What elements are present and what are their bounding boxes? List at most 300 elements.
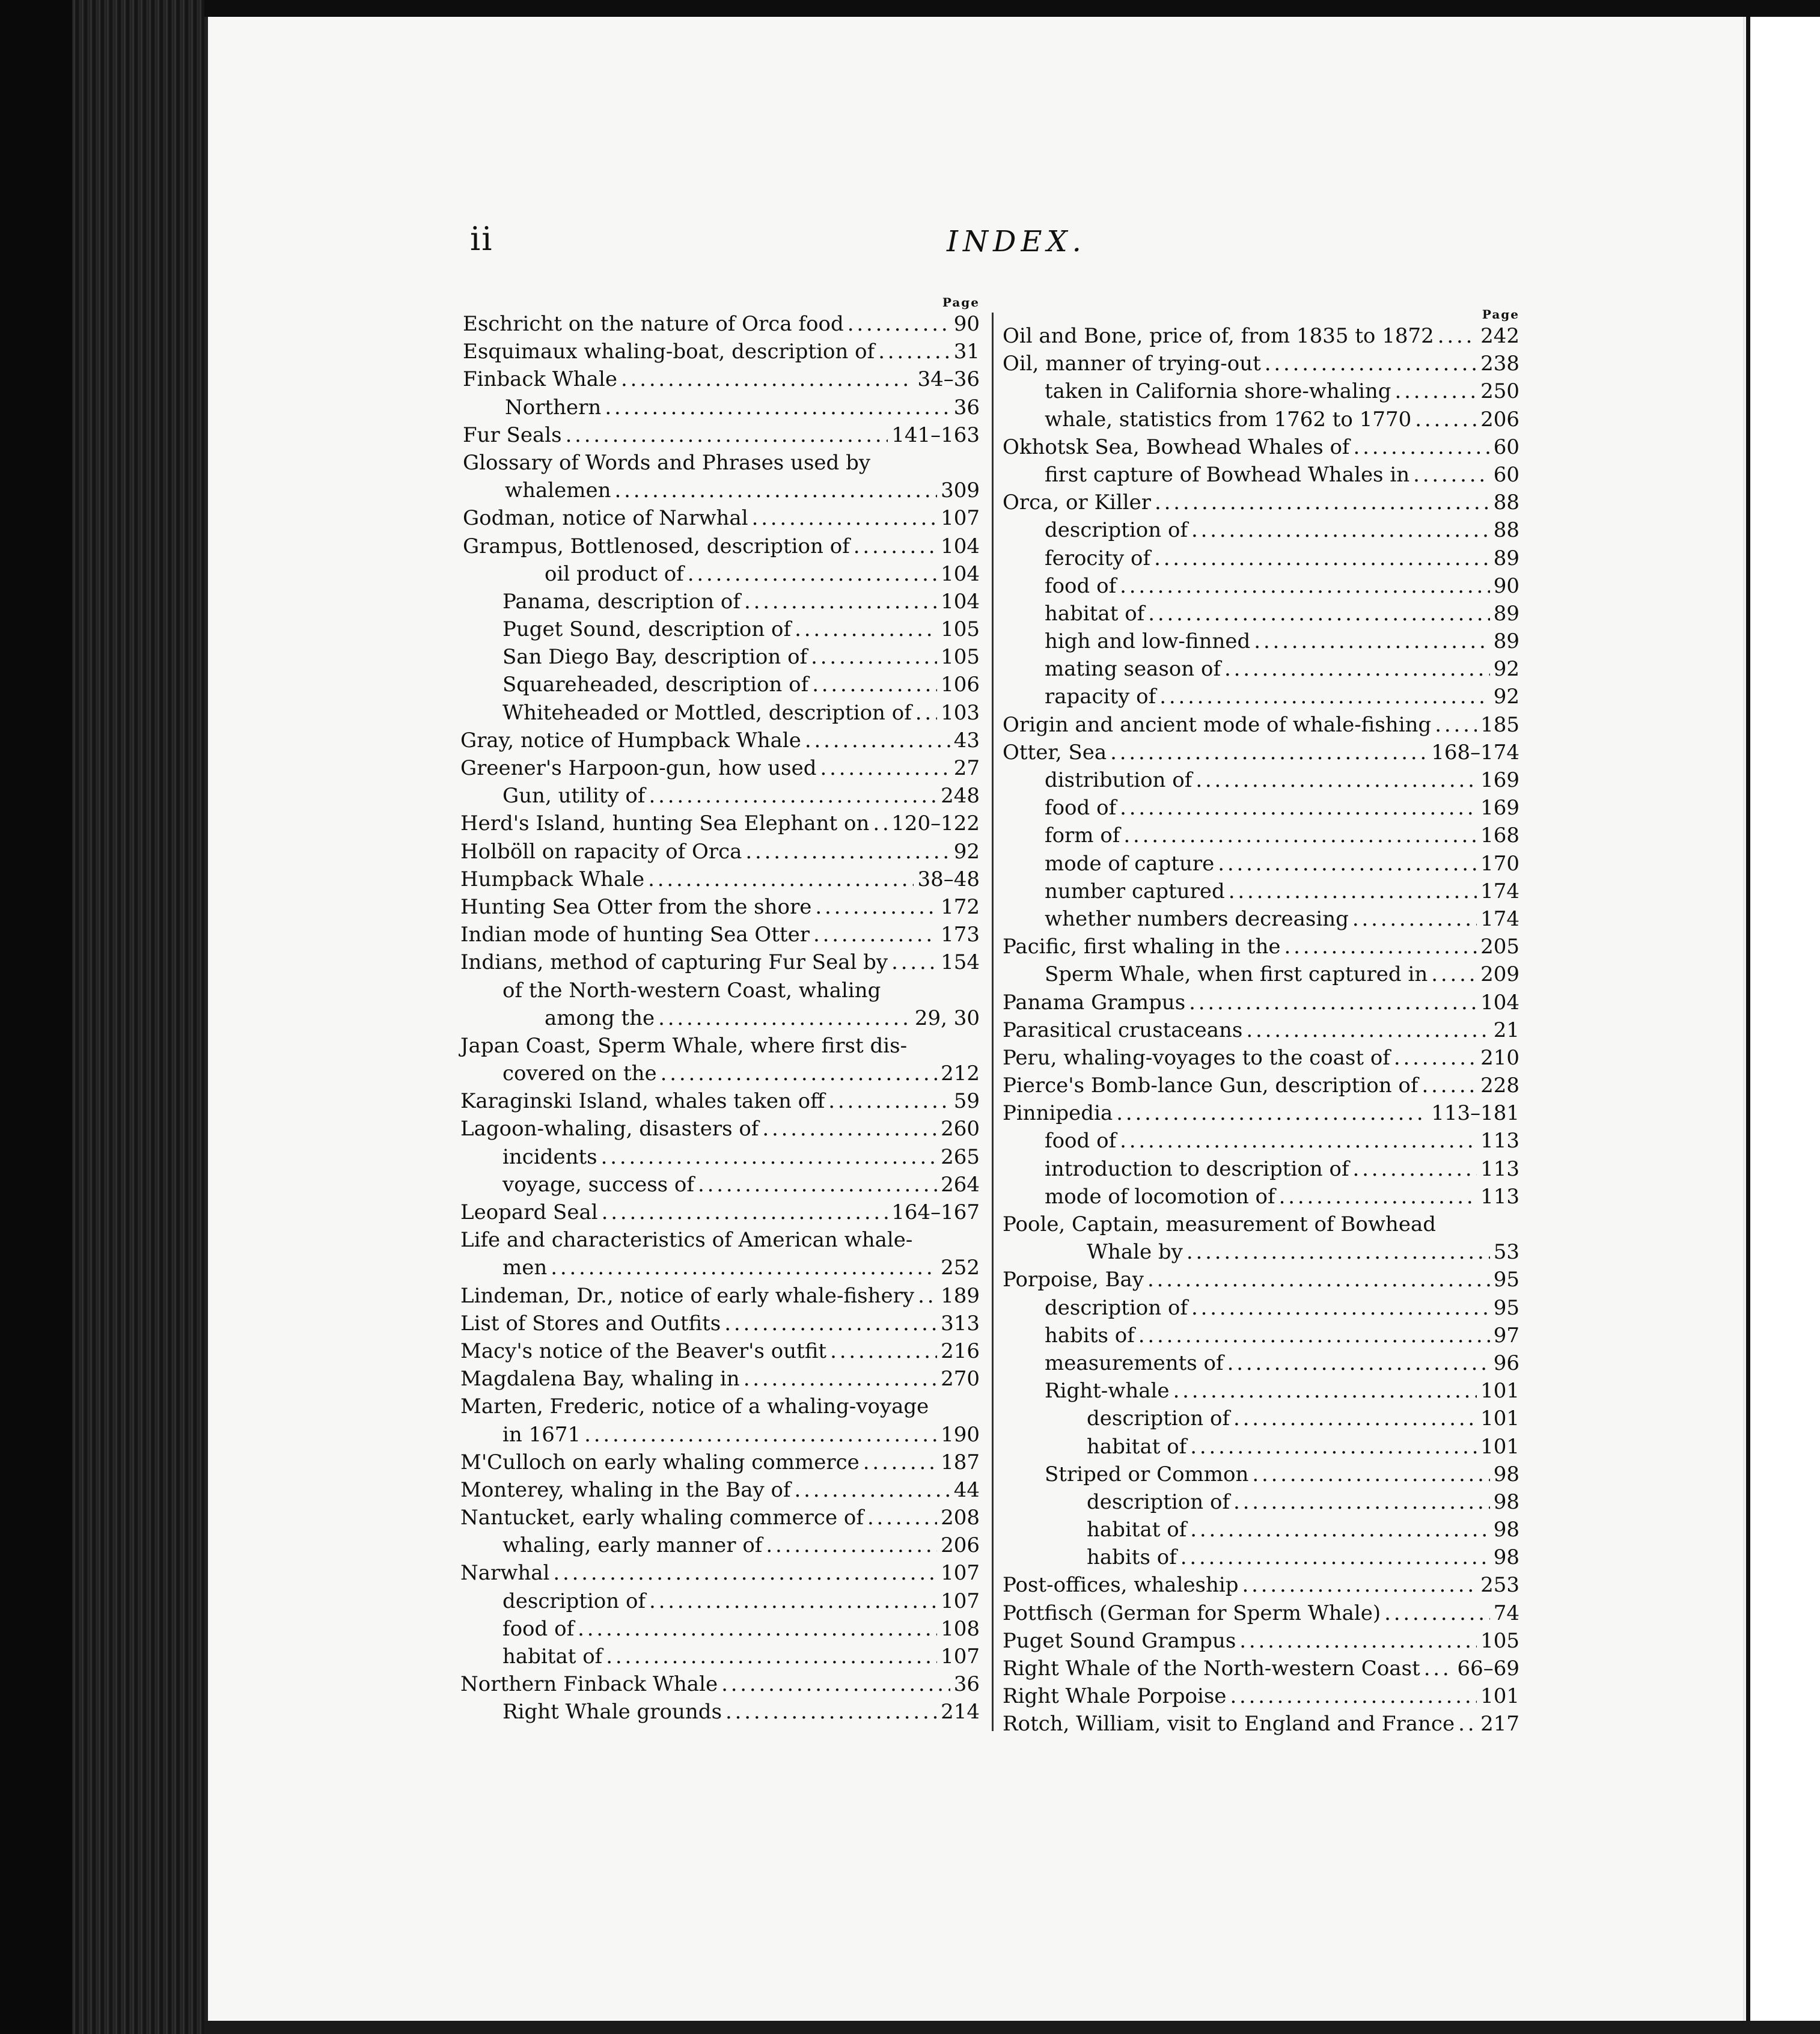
index-entry-page: 170	[1480, 851, 1519, 876]
index-entry	[1003, 1016, 1519, 1044]
leader-dots	[553, 1559, 937, 1587]
index-entry	[463, 338, 980, 365]
leader-dots	[1191, 516, 1490, 544]
index-entry-text: among the	[545, 1006, 655, 1030]
leader-dots	[811, 643, 937, 671]
leader-dots	[847, 310, 950, 338]
page-gutter-rule	[1746, 17, 1750, 2021]
index-entry	[460, 1698, 980, 1726]
index-entry	[460, 1643, 980, 1670]
index-entry-page: 60	[1493, 462, 1519, 487]
leader-dots	[602, 1199, 888, 1226]
index-entry	[1003, 489, 1519, 516]
index-entry-text: mode of capture	[1045, 851, 1215, 876]
index-entry	[1003, 1682, 1519, 1710]
index-entry	[460, 727, 980, 754]
leader-dots	[1352, 905, 1477, 933]
index-entry	[1003, 850, 1519, 878]
leader-dots	[752, 504, 938, 532]
leader-dots	[1173, 1377, 1477, 1405]
index-entry-page: 172	[941, 894, 980, 919]
index-entry-page: 53	[1493, 1240, 1519, 1265]
index-entry-text: Rotch, William, visit to England and France	[1003, 1712, 1455, 1736]
index-entry-text: Finback Whale	[463, 367, 617, 392]
leader-dots	[918, 1282, 937, 1310]
index-entry	[1003, 960, 1519, 988]
index-entry-text: incidents	[502, 1144, 597, 1169]
index-entry-text: Panama Grampus	[1003, 990, 1186, 1015]
index-entry	[460, 1670, 980, 1698]
index-entry-page: 90	[1493, 573, 1519, 598]
index-entry-text: Porpoise, Bay	[1003, 1268, 1144, 1292]
index-entry-text: habitat of	[1087, 1518, 1187, 1542]
index-entry-page: 89	[1493, 601, 1519, 626]
leader-dots	[1435, 711, 1477, 739]
leader-dots	[1233, 1488, 1490, 1516]
index-entry	[460, 810, 980, 837]
leader-dots	[648, 866, 914, 893]
index-entry-page: 101	[1480, 1406, 1519, 1431]
index-entry	[1003, 1238, 1519, 1266]
index-entry	[1003, 1571, 1519, 1599]
index-entry-text: Right Whale Porpoise	[1003, 1684, 1227, 1709]
leader-dots	[1354, 433, 1490, 461]
index-entry	[460, 1199, 980, 1226]
leader-dots	[1230, 1682, 1477, 1710]
leader-dots	[698, 1171, 937, 1199]
index-entry	[1003, 1349, 1519, 1377]
index-entry-text: Gray, notice of Humpback Whale	[460, 728, 801, 753]
index-entry	[1003, 1211, 1519, 1238]
index-entry-page: 189	[941, 1283, 980, 1308]
index-entry-page: 88	[1493, 490, 1519, 515]
bottom-scan-border	[204, 2021, 1820, 2034]
index-entry	[460, 1421, 980, 1449]
index-entry-page: 66–69	[1457, 1657, 1519, 1681]
index-entry-text: Glossary of Words and Phrases used by	[463, 450, 871, 475]
index-entry-list	[460, 310, 980, 1726]
index-entry	[1003, 1183, 1519, 1211]
index-entry-page: 113	[1480, 1184, 1519, 1209]
leader-dots	[1394, 1044, 1477, 1072]
leader-dots	[795, 615, 937, 643]
index-entry-text: whalemen	[505, 478, 611, 503]
index-entry	[1003, 377, 1519, 405]
index-entry-page: 217	[1480, 1712, 1519, 1736]
leader-dots	[830, 1337, 937, 1365]
index-entry-page: 74	[1493, 1601, 1519, 1625]
index-entry-page: 44	[953, 1477, 980, 1502]
index-entry-text: description of	[1087, 1406, 1230, 1431]
index-entry-page: 174	[1480, 906, 1519, 931]
leader-dots	[1395, 377, 1477, 405]
index-entry-page: 103	[941, 700, 980, 725]
leader-dots	[615, 477, 938, 504]
index-entry	[460, 1393, 980, 1420]
leader-dots	[578, 1615, 937, 1643]
index-entry	[1003, 878, 1519, 905]
index-entry	[460, 671, 980, 698]
index-entry-page: 264	[941, 1172, 980, 1197]
index-entry-text: Right Whale of the North-western Coast	[1003, 1657, 1420, 1681]
index-entry-text: Panama, description of	[502, 589, 741, 614]
leader-dots	[1190, 1516, 1489, 1544]
facing-page-strip	[1743, 17, 1820, 2021]
index-entry-text: covered on the	[502, 1061, 657, 1086]
index-entry-page: 164–167	[891, 1200, 980, 1224]
index-entry	[460, 1032, 980, 1060]
index-entry-page: 174	[1480, 879, 1519, 903]
leader-dots	[1116, 1099, 1428, 1127]
index-entry-text: Poole, Captain, measurement of Bowhead	[1003, 1212, 1436, 1236]
index-entry-page: 270	[941, 1367, 980, 1391]
index-entry-text: Striped or Common	[1045, 1462, 1249, 1486]
index-entry-text: Pierce's Bomb-lance Gun, description of	[1003, 1074, 1418, 1098]
index-entry	[460, 1532, 980, 1559]
leader-dots	[566, 421, 888, 449]
index-entry	[1003, 1322, 1519, 1349]
index-entry-text: Holböll on rapacity of Orca	[460, 839, 742, 864]
index-entry-text: habitat of	[502, 1645, 603, 1669]
index-entry-text: Okhotsk Sea, Bowhead Whales of	[1003, 435, 1350, 459]
index-entry-page: 190	[941, 1422, 980, 1447]
index-entry-page: 36	[953, 395, 980, 420]
index-entry	[463, 477, 980, 504]
index-column-right	[1003, 307, 1519, 1738]
index-entry-page: 206	[1480, 407, 1519, 432]
index-entry	[1003, 1127, 1519, 1155]
index-entry-page: 228	[1480, 1074, 1519, 1098]
leader-dots	[1110, 739, 1428, 766]
index-entry-text: Post-offices, whaleship	[1003, 1573, 1239, 1598]
leader-dots	[1227, 1349, 1490, 1377]
index-entry-page: 248	[941, 784, 980, 808]
index-entry	[1003, 406, 1519, 433]
index-entry-text: Eschricht on the nature of Orca food	[463, 312, 844, 336]
index-entry	[1003, 545, 1519, 572]
page-column-header: Page	[1482, 307, 1519, 322]
index-entry	[1003, 766, 1519, 794]
leader-dots	[1284, 933, 1477, 960]
index-entry	[460, 1504, 980, 1532]
leader-dots	[878, 338, 950, 365]
index-entry	[1003, 1377, 1519, 1405]
leader-dots	[1239, 1627, 1477, 1655]
leader-dots	[828, 1087, 950, 1115]
index-entry-text: Northern Finback Whale	[460, 1672, 718, 1697]
index-entry-page: 97	[1493, 1323, 1519, 1348]
leader-dots	[805, 727, 950, 754]
leader-dots	[795, 1476, 950, 1504]
leader-dots	[891, 948, 937, 976]
index-entry-page: 60	[1493, 435, 1519, 459]
index-entry-page: 104	[941, 589, 980, 614]
index-entry-text: habitat of	[1087, 1434, 1187, 1459]
leader-dots	[813, 921, 937, 948]
leader-dots	[1190, 1433, 1477, 1461]
index-entry-page: 253	[1480, 1573, 1519, 1598]
index-entry-text: Leopard Seal	[460, 1200, 598, 1224]
index-entry	[1003, 1099, 1519, 1127]
index-entry-page: 107	[941, 1589, 980, 1613]
index-entry-text: Pacific, first whaling in the	[1003, 935, 1281, 959]
index-entry-text: Puget Sound, description of	[502, 617, 792, 642]
index-entry	[460, 588, 980, 615]
index-entry-page: 216	[941, 1339, 980, 1363]
index-entry	[1003, 989, 1519, 1016]
column-divider	[992, 313, 994, 1731]
index-entry-text: taken in California shore-whaling	[1045, 379, 1391, 404]
index-entry-text: Marten, Frederic, notice of a whaling-voyage	[460, 1394, 929, 1419]
index-entry-text: men	[502, 1256, 548, 1280]
index-entry-text: List of Stores and Outfits	[460, 1311, 721, 1336]
leader-dots	[1413, 461, 1490, 489]
leader-dots	[1353, 1155, 1477, 1183]
index-entry	[1003, 1044, 1519, 1072]
index-entry-page: 98	[1493, 1518, 1519, 1542]
index-entry-page: 95	[1493, 1268, 1519, 1292]
leader-dots	[1186, 1238, 1490, 1266]
index-entry	[1003, 794, 1519, 822]
leader-dots	[1384, 1599, 1490, 1627]
index-entry	[460, 866, 980, 893]
index-entry-page: 101	[1480, 1379, 1519, 1403]
index-entry	[460, 1226, 980, 1254]
index-entry-page: 88	[1493, 518, 1519, 543]
index-entry-text: habits of	[1045, 1323, 1135, 1348]
index-entry-text: Lagoon-whaling, disasters of	[460, 1117, 759, 1141]
leader-dots	[745, 838, 950, 866]
index-entry-page: 120–122	[891, 811, 980, 836]
index-entry-text: Northern	[505, 395, 602, 420]
leader-dots	[658, 1004, 911, 1032]
index-entry-page: 208	[941, 1506, 980, 1530]
index-entry-text: mating season of	[1045, 657, 1221, 682]
index-entry	[1003, 1627, 1519, 1655]
index-entry	[463, 365, 980, 393]
index-entry-text: Monterey, whaling in the Bay of	[460, 1477, 791, 1502]
index-entry-page: 107	[941, 1645, 980, 1669]
index-entry-page: 105	[941, 617, 980, 642]
index-entry-text: Nantucket, early whaling commerce of	[460, 1506, 864, 1530]
index-entry-text: Herd's Island, hunting Sea Elephant on	[460, 811, 870, 836]
index-entry-text: Right-whale	[1045, 1379, 1170, 1403]
index-entry	[1003, 1488, 1519, 1516]
leader-dots	[1242, 1571, 1477, 1599]
index-entry-text: Whiteheaded or Mottled, description of	[502, 700, 912, 725]
index-entry-text: mode of locomotion of	[1045, 1184, 1275, 1209]
leader-dots	[1148, 600, 1489, 628]
index-entry-page: 187	[941, 1450, 980, 1474]
index-entry-text: Magdalena Bay, whaling in	[460, 1367, 740, 1391]
index-entry-text: Squareheaded, description of	[502, 673, 809, 697]
index-entry-page: 260	[941, 1117, 980, 1141]
index-entry	[460, 1615, 980, 1643]
index-entry-page: 34–36	[917, 367, 980, 392]
index-entry-page: 205	[1480, 935, 1519, 959]
leader-dots	[1123, 822, 1477, 849]
leader-dots	[744, 588, 937, 615]
index-entry	[460, 948, 980, 976]
index-entry-text: Godman, notice of Narwhal	[463, 506, 748, 531]
index-entry	[460, 1004, 980, 1032]
leader-dots	[606, 1643, 937, 1670]
leader-dots	[1233, 1405, 1477, 1432]
index-entry-text: Esquimaux whaling-boat, description of	[463, 340, 875, 364]
leader-dots	[915, 699, 937, 727]
index-entry-text: Lindeman, Dr., notice of early whale-fishery	[460, 1283, 915, 1308]
index-entry	[1003, 1599, 1519, 1627]
index-entry	[1003, 350, 1519, 377]
index-entry-text: habitat of	[1045, 601, 1145, 626]
index-entry	[460, 921, 980, 948]
index-entry-page: 154	[941, 950, 980, 975]
index-entry	[1003, 711, 1519, 739]
index-entry-text: Indian mode of hunting Sea Otter	[460, 923, 810, 947]
index-entry-text: M'Culloch on early whaling commerce	[460, 1450, 860, 1474]
index-entry	[1003, 933, 1519, 960]
index-entry-text: Pinnipedia	[1003, 1101, 1113, 1126]
leader-dots	[649, 782, 938, 810]
leader-dots	[1431, 960, 1477, 988]
index-entry-page: 265	[941, 1144, 980, 1169]
index-entry-text: Narwhal	[460, 1561, 550, 1586]
leader-dots	[1180, 1544, 1490, 1571]
index-entry-text: description of	[1087, 1489, 1230, 1514]
index-entry	[1003, 516, 1519, 544]
index-entry	[463, 310, 980, 338]
index-entry-text: Hunting Sea Otter from the shore	[460, 894, 812, 919]
index-entry-text: food of	[502, 1616, 575, 1641]
index-entry-page: 98	[1493, 1489, 1519, 1514]
index-entry	[1003, 1433, 1519, 1461]
leader-dots	[605, 394, 950, 421]
index-entry	[460, 754, 980, 782]
index-entry-text: Sperm Whale, when first captured in	[1045, 962, 1428, 987]
index-entry	[1003, 433, 1519, 461]
index-entry	[1003, 322, 1519, 350]
index-entry	[460, 1337, 980, 1365]
index-entry-text: Gun, utility of	[502, 784, 646, 808]
index-entry-page: 113	[1480, 1129, 1519, 1153]
leader-dots	[725, 1698, 937, 1726]
leader-dots	[724, 1310, 937, 1337]
index-entry	[460, 1254, 980, 1281]
index-entry-page: 101	[1480, 1434, 1519, 1459]
index-entry-text: description of	[1045, 518, 1188, 543]
index-entry	[1003, 572, 1519, 600]
index-entry	[460, 1587, 980, 1615]
index-entry-page: 98	[1493, 1462, 1519, 1486]
index-entry	[1003, 739, 1519, 766]
index-entry-page: 107	[941, 506, 980, 531]
index-entry-text: rapacity of	[1045, 685, 1156, 709]
index-entry-page: 173	[941, 923, 980, 947]
index-entry-text: first capture of Bowhead Whales in	[1045, 462, 1410, 487]
leader-dots	[1252, 1461, 1489, 1488]
index-entry-page: 107	[941, 1561, 980, 1586]
index-entry-text: whale, statistics from 1762 to 1770	[1045, 407, 1412, 432]
leader-dots	[1229, 878, 1477, 905]
index-entry-page: 113–181	[1431, 1101, 1519, 1126]
index-entry-page: 250	[1480, 379, 1519, 404]
index-entry-page: 212	[941, 1061, 980, 1086]
index-entry	[463, 394, 980, 421]
index-entry	[460, 1282, 980, 1310]
index-entry	[460, 699, 980, 727]
index-entry	[460, 782, 980, 810]
index-entry-text: Humpback Whale	[460, 867, 645, 891]
leader-dots	[1265, 350, 1477, 377]
index-entry-page: 242	[1480, 324, 1519, 348]
index-entry-text: Fur Seals	[463, 423, 562, 447]
index-entry-text: Right Whale grounds	[502, 1700, 722, 1724]
index-entry-text: whether numbers decreasing	[1045, 906, 1349, 931]
index-entry-text: Greener's Harpoon-gun, how used	[460, 756, 817, 780]
index-entry	[463, 449, 980, 477]
index-entry-page: 104	[941, 534, 980, 558]
index-entry	[1003, 600, 1519, 628]
index-entry-text: ferocity of	[1045, 546, 1151, 570]
index-entry-page: 29, 30	[914, 1006, 980, 1030]
leader-dots	[601, 1143, 938, 1171]
top-scan-border	[204, 0, 1820, 17]
index-entry	[463, 533, 980, 560]
leader-dots	[721, 1670, 950, 1698]
index-entry	[1003, 1461, 1519, 1488]
index-entry	[1003, 1516, 1519, 1544]
index-entry	[460, 1060, 980, 1087]
leader-dots	[1279, 1183, 1477, 1211]
leader-dots	[820, 754, 950, 782]
index-entry-page: 206	[941, 1533, 980, 1558]
index-entry	[1003, 1544, 1519, 1571]
leader-dots	[1424, 1655, 1454, 1682]
index-entry	[460, 1087, 980, 1115]
index-entry-text: description of	[502, 1589, 646, 1613]
index-entry-page: 27	[953, 756, 980, 780]
index-entry	[460, 893, 980, 921]
leader-dots	[1155, 489, 1490, 516]
index-entry-page: 21	[1493, 1018, 1519, 1042]
index-entry-page: 31	[953, 340, 980, 364]
leader-dots	[812, 671, 937, 698]
index-entry-text: Oil, manner of trying-out	[1003, 352, 1261, 376]
index-entry-page: 185	[1480, 712, 1519, 737]
index-entry-page: 92	[1493, 657, 1519, 682]
index-entry-page: 106	[941, 673, 980, 697]
index-entry	[460, 977, 980, 1004]
index-entry	[1003, 822, 1519, 849]
index-entry-page: 38–48	[917, 867, 980, 891]
index-entry-text: Pottfisch (German for Sperm Whale)	[1003, 1601, 1381, 1625]
index-entry-text: measurements of	[1045, 1351, 1224, 1375]
index-entry-page: 168–174	[1431, 740, 1519, 765]
leader-dots	[621, 365, 914, 393]
index-entry	[460, 1449, 980, 1476]
index-entry-text: San Diego Bay, description of	[502, 645, 808, 670]
index-entry-text: number captured	[1045, 879, 1225, 903]
index-entry-text: Puget Sound Grampus	[1003, 1628, 1236, 1653]
index-entry-page: 59	[953, 1089, 980, 1114]
index-entry	[1003, 905, 1519, 933]
index-entry-text: in 1671	[502, 1422, 581, 1447]
index-entry-page: 98	[1493, 1545, 1519, 1570]
index-entry-text: habits of	[1087, 1545, 1177, 1570]
leader-dots	[1120, 1127, 1477, 1155]
book-spine-edge	[0, 0, 204, 2034]
leader-dots	[1246, 1016, 1489, 1044]
